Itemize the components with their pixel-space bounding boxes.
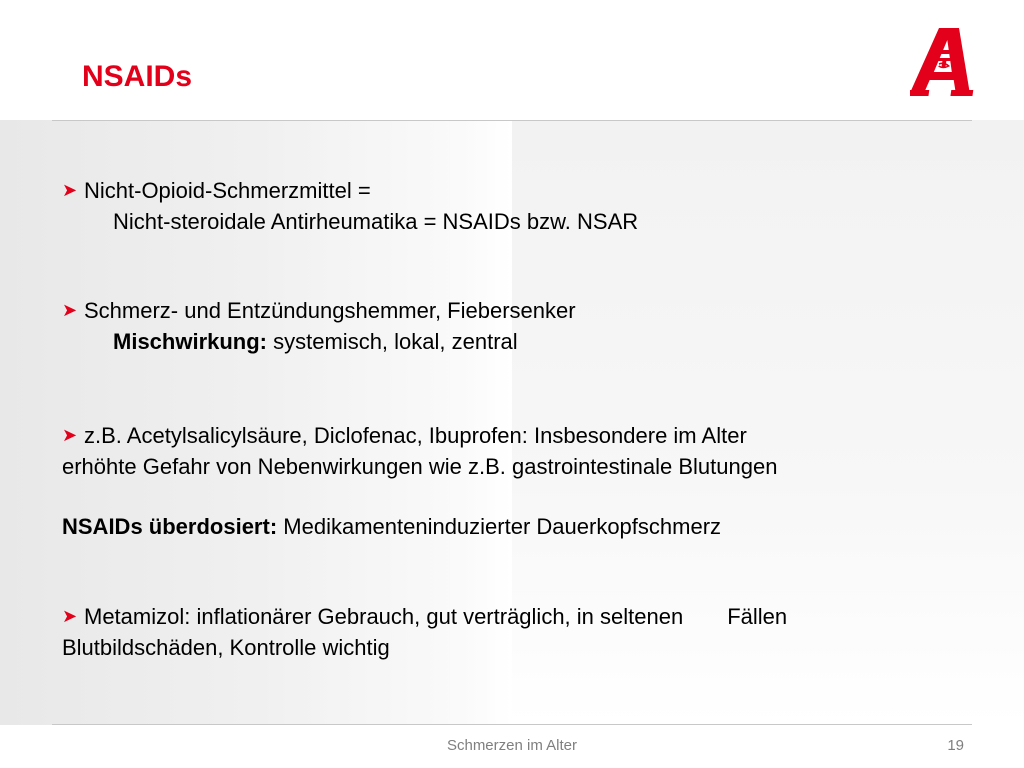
bullet-line: erhöhte Gefahr von Nebenwirkungen wie z.B. gastrointestinale Blutungen: [62, 454, 778, 479]
bullet-line: Nicht-steroidale Antirheumatika = NSAIDs bzw. NSAR: [113, 209, 639, 234]
bullet-item: [62, 602, 787, 663]
bullet-line: Blutbildschäden, Kontrolle wichtig: [62, 635, 390, 660]
paragraph-line: NSAIDs überdosiert: Medikamenteninduzierter Dauerkopfschmerz: [62, 514, 722, 539]
slide-title: NSAIDs: [82, 60, 193, 93]
arrow-bullet-icon: ➤: [62, 300, 78, 320]
text-paragraph: [62, 512, 721, 542]
arrow-bullet-icon: ➤: [62, 180, 78, 200]
bullet-item: [62, 296, 576, 357]
bullet-line: ➤ Nicht-Opioid-Schmerzmittel =: [62, 176, 638, 207]
bold-label: NSAIDs überdosiert:: [62, 514, 278, 539]
bullet-line: ➤ Metamizol: inflationärer Gebrauch, gut verträglich, in seltenen Fällen: [62, 602, 787, 633]
page-number: 19: [947, 737, 964, 754]
bottom-divider: [52, 724, 972, 725]
bold-label: Mischwirkung:: [113, 329, 268, 354]
bullet-item: [62, 421, 777, 482]
bullet-line: ➤ z.B. Acetylsalicylsäure, Diclofenac, Ibuprofen: Insbesondere im Alter: [62, 421, 777, 452]
apotheke-a-logo-icon: [910, 28, 976, 96]
bullet-line: Mischwirkung: systemisch, lokal, zentral: [113, 329, 518, 354]
bullet-line: ➤ Schmerz- und Entzündungshemmer, Fiebersenker: [62, 296, 576, 327]
bullet-item: [62, 176, 638, 237]
arrow-bullet-icon: ➤: [62, 606, 78, 626]
top-divider: [52, 120, 972, 121]
footer-title: Schmerzen im Alter: [446, 737, 578, 754]
arrow-bullet-icon: ➤: [62, 425, 78, 445]
